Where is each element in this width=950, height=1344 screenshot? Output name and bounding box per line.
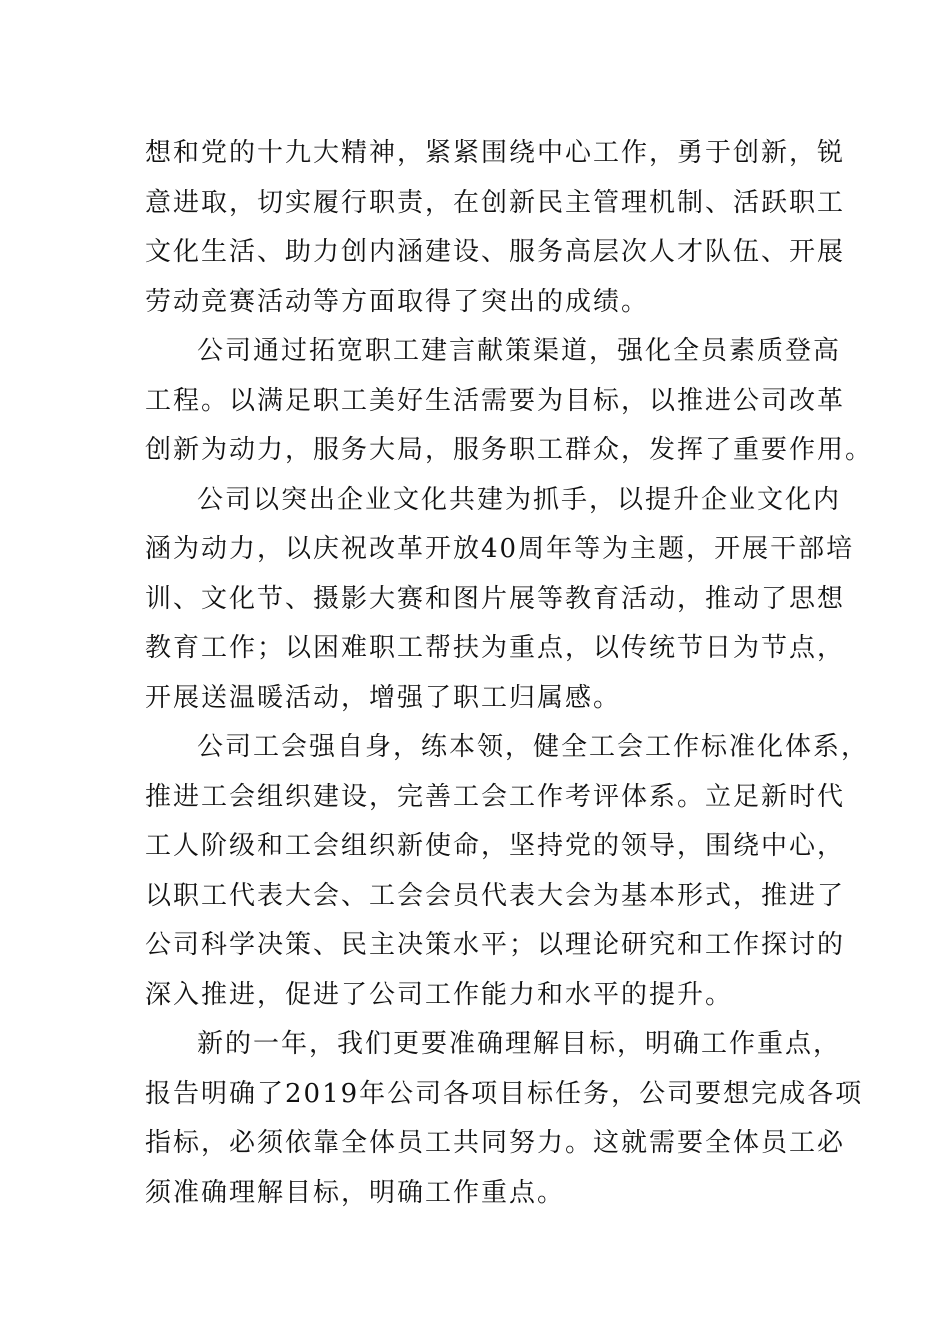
- text-line: 新的一年，我们更要准确理解目标，明确工作重点，: [197, 1029, 842, 1059]
- text-line: 指标，必须依靠全体员工共同努力。这就需要全体员工必: [145, 1128, 846, 1158]
- document-body: [145, 129, 874, 1218]
- text-line: 想和党的十九大精神，紧紧围绕中心工作，勇于创新，锐: [145, 138, 846, 168]
- text-line: 深入推进，促进了公司工作能力和水平的提升。: [145, 979, 734, 1010]
- text-line: 公司科学决策、民主决策水平；以理论研究和工作探讨的: [145, 930, 846, 960]
- text-line: 公司通过拓宽职工建言献策渠道，强化全员素质登高: [197, 336, 842, 366]
- text-line: 训、文化节、摄影大赛和图片展等教育活动，推动了思想: [145, 583, 846, 614]
- text-line: 教育工作；以困难职工帮扶为重点，以传统节日为节点，: [145, 633, 846, 663]
- text-line: 劳动竞赛活动等方面取得了突出的成绩。: [145, 286, 650, 317]
- text-line: 须准确理解目标，明确工作重点。: [145, 1177, 566, 1208]
- text-line: 工程。以满足职工美好生活需要为目标，以推进公司改革: [145, 385, 846, 416]
- text-line: 公司以突出企业文化共建为抓手，以提升企业文化内: [197, 484, 842, 515]
- text-line: 意进取，切实履行职责，在创新民主管理机制、活跃职工: [145, 187, 846, 218]
- text-line: 涵为动力，以庆祝改革开放40周年等为主题，开展干部培: [145, 534, 855, 564]
- text-line: 公司工会强自身，练本领，健全工会工作标准化体系，: [197, 732, 870, 762]
- text-line: 文化生活、助力创内涵建设、服务高层次人才队伍、开展: [145, 237, 846, 267]
- text-line: 推进工会组织建设，完善工会工作考评体系。立足新时代: [145, 781, 846, 812]
- text-line: 创新为动力，服务大局，服务职工群众，发挥了重要作用。: [145, 435, 874, 465]
- text-line: 报告明确了2019年公司各项目标任务，公司要想完成各项: [145, 1078, 864, 1109]
- text-line: 开展送温暖活动，增强了职工归属感。: [145, 682, 622, 713]
- text-line: 工人阶级和工会组织新使命，坚持党的领导，围绕中心，: [145, 831, 846, 861]
- text-line: 以职工代表大会、工会会员代表大会为基本形式，推进了: [145, 880, 846, 911]
